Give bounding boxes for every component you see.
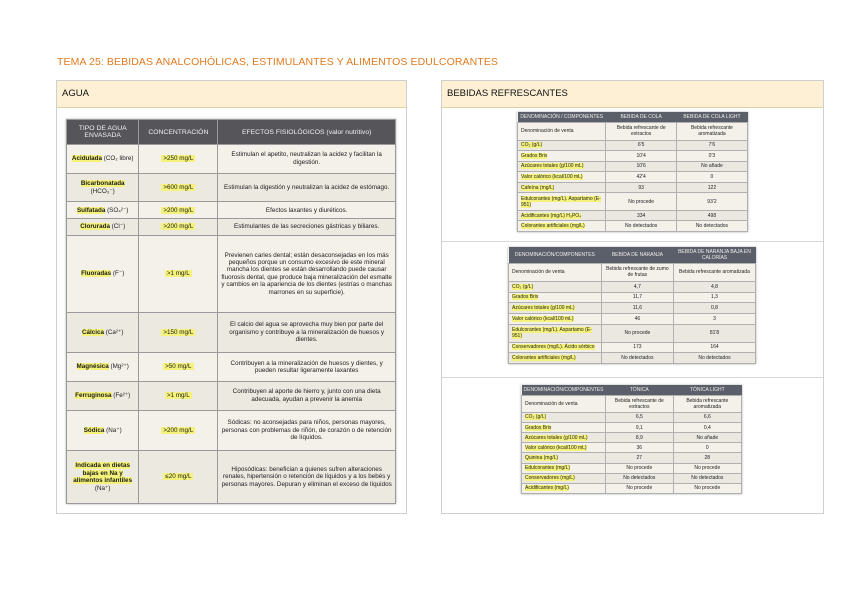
agua-header-tipo: TIPO DE AGUA ENVASADA: [67, 120, 139, 145]
agua-concentration: >50 mg/L: [165, 363, 192, 371]
soda-cell: [522, 423, 606, 433]
soda-cell-text: 334: [636, 212, 646, 219]
agua-concentration: >200 mg/L: [163, 206, 194, 214]
agua-type-ion: (Mg²⁺): [110, 363, 129, 371]
soda-cell: [601, 313, 673, 324]
soda-row: [509, 353, 756, 364]
agua-concentration: ≤20 mg/L: [165, 473, 192, 481]
soda-cell-text: No detectados: [621, 355, 654, 362]
agua-cell-tipo: [67, 451, 139, 504]
soda-cell: [676, 210, 747, 221]
soda-cell: [522, 483, 606, 493]
agua-header-concentracion: CONCENTRACIÓN: [139, 120, 218, 145]
soda-cell-text: 81'8: [709, 330, 720, 337]
soda-cell-text: No detectados: [691, 475, 724, 482]
soda-header: BEBIDA DE COLA: [606, 112, 676, 123]
soda-header: TÓNICA: [606, 385, 674, 396]
agua-type-name: Bicarbonatada: [80, 180, 125, 188]
soda-row: [522, 453, 742, 463]
agua-row: [67, 410, 396, 451]
section-divider: [442, 241, 823, 242]
agua-row: [67, 236, 396, 313]
agua-type-name: Cálcica: [81, 328, 104, 336]
soda-cell: [509, 264, 602, 282]
soda-cell-text: Denominación de venta: [521, 128, 574, 135]
soda-cell: [606, 172, 676, 183]
soda-cell: [606, 221, 676, 232]
soda-cell: [673, 292, 755, 303]
agua-type-ion: (Ca²⁺): [105, 328, 124, 336]
agua-cell-tipo: [67, 353, 139, 382]
soda-cell-text: Cafeína (mg/L): [521, 184, 555, 191]
soda-cell: [606, 123, 676, 141]
agua-cell-efectos: Efectos laxantes y diuréticos.: [218, 202, 396, 219]
agua-type-name: Indicada en dietas bajas en Na y alimentos infantiles: [73, 462, 133, 485]
agua-concentration: >150 mg/L: [163, 328, 194, 336]
agua-type-name: Magnésica: [76, 363, 109, 371]
agua-type-ion: (CO₂ libre): [103, 155, 134, 163]
agua-cell-concentracion: [139, 312, 218, 353]
agua-heading: AGUA: [57, 81, 406, 108]
soda-cell-text: 42'4: [636, 173, 646, 180]
soda-cell: [606, 193, 676, 211]
soda-cell: [509, 342, 602, 353]
soda-cell-text: 7'6: [708, 142, 716, 149]
agua-type-name: Fluoradas: [81, 270, 112, 278]
soda-cell: [518, 123, 606, 141]
soda-cell-text: 3: [713, 315, 716, 322]
soda-cell-text: No procede: [628, 198, 655, 205]
agua-type-name: Sulfatada: [76, 206, 106, 214]
agua-cell-efectos: Estimulan el apetito, neutralizan la acidez y facilitan la digestión.: [218, 145, 396, 174]
soda-cell: [676, 193, 747, 211]
soda-cell: [606, 210, 676, 221]
soda-cell: [606, 483, 674, 493]
agua-row: [67, 202, 396, 219]
soda-row: [509, 342, 756, 353]
soda-cell: [673, 463, 741, 473]
agua-row: [67, 353, 396, 382]
soda-cell: [518, 151, 606, 162]
soda-cell: [606, 433, 674, 443]
soda-cell-text: No añade: [696, 434, 719, 441]
soda-cell-text: CO₂ (g/L): [512, 283, 534, 290]
soda-cell: [522, 412, 606, 422]
soda-row: [518, 172, 748, 183]
soda-cell-text: Edulcorantes (mg/L): [525, 465, 571, 472]
soda-cell: [673, 281, 755, 292]
soda-cell-text: No procede: [626, 465, 653, 472]
soda-cell-text: CO₂ (g/L): [521, 142, 543, 149]
agua-row: [67, 173, 396, 202]
soda-cell: [522, 453, 606, 463]
soda-cell: [518, 172, 606, 183]
soda-cell: [673, 264, 755, 282]
soda-cell-text: 10'4: [636, 152, 646, 159]
agua-cell-tipo: [67, 381, 139, 410]
agua-header-efectos: EFECTOS FISIOLÓGICOS (valor nutritivo): [218, 120, 396, 145]
agua-row: [67, 451, 396, 504]
bebidas-heading: BEBIDAS REFRESCANTES: [442, 81, 823, 108]
soda-cell-text: 6'5: [637, 142, 645, 149]
soda-cell: [606, 423, 674, 433]
soda-cell: [509, 303, 602, 314]
soda-cell: [676, 182, 747, 193]
soda-cell-text: 164: [710, 344, 719, 351]
section-divider: [442, 377, 823, 378]
soda-cell-text: Grados Brix: [521, 152, 548, 159]
soda-cell: [509, 324, 602, 342]
agua-row: [67, 219, 396, 236]
soda-row: [522, 433, 742, 443]
agua-concentration: >1 mg/L: [166, 392, 190, 400]
soda-row: [518, 140, 748, 151]
soda-cell: [522, 396, 606, 413]
soda-cell: [509, 292, 602, 303]
soda-cell: [606, 151, 676, 162]
soda-cell-text: 46: [634, 315, 641, 322]
soda-cell-text: 6,5: [635, 414, 643, 421]
agua-type-name: Ferruginosa: [75, 392, 112, 400]
agua-cell-concentracion: [139, 202, 218, 219]
soda-cell: [601, 342, 673, 353]
soda-cell: [673, 453, 741, 463]
soda-cell: [518, 140, 606, 151]
soda-cell-text: 28: [704, 454, 711, 461]
soda-cell-text: Valor calórico (kcal/100 mL): [525, 444, 587, 451]
agua-type-name: Clorurada: [80, 223, 110, 231]
agua-cell-efectos: Contribuyen al aporte de hierro y, junto con una dieta adecuada, ayudan a prevenir la anemia: [218, 381, 396, 410]
soda-cell-text: Conservadores (mg/L): [525, 475, 575, 482]
bebidas-panel: [441, 80, 824, 514]
soda-cell-text: No procede: [694, 465, 721, 472]
agua-cell-efectos: Sódicas: no aconsejadas para niños, personas mayores, personas con problemas de riñón, de corazón o de retención de líquidos.: [218, 410, 396, 451]
soda-cell-text: Azúcares totales (g/100 mL): [525, 434, 588, 441]
agua-cell-concentracion: [139, 219, 218, 236]
soda-row: [509, 324, 756, 342]
agua-panel: [56, 80, 407, 514]
agua-cell-efectos: Previenen caries dental; están desaconsejadas en los más pequeños porque un consumo excesivo de este mineral mancha los dientes se están desarrollando puede causar fluorosis dental, que produce baja mineralización del esmalte y cambios en la apariencia de los dientes (estrías o manchas marrones en su superficie).: [218, 236, 396, 313]
agua-type-name: Sódica: [83, 426, 105, 434]
soda-cell: [509, 281, 602, 292]
soda-cell-text: 1,3: [711, 294, 718, 301]
soda-cell-text: 4,8: [711, 283, 718, 290]
agua-cell-efectos: Estimulantes de las secreciones gástricas y biliares.: [218, 219, 396, 236]
soda-cell-text: 93: [638, 184, 644, 191]
agua-cell-concentracion: [139, 236, 218, 313]
soda-header: DENOMINACIÓN/COMPONENTES: [509, 247, 602, 264]
agua-table-photo: [66, 119, 396, 504]
soda-cell-text: Quinina (mg/L): [525, 454, 559, 461]
soda-cell-text: No detectados: [698, 355, 731, 362]
soda-header: DENOMINACIÓN/COMPONENTES: [522, 385, 606, 396]
soda-cell-text: Valor calórico (kcal/100 mL): [512, 315, 574, 322]
soda-cell-text: No detectados: [695, 223, 729, 230]
soda-cell-text: 0,8: [711, 305, 718, 312]
soda-row: [522, 443, 742, 453]
soda-cell: [673, 473, 741, 483]
soda-cell-text: 0: [710, 173, 714, 180]
agua-cell-concentracion: [139, 381, 218, 410]
agua-cell-tipo: [67, 236, 139, 313]
soda-cell-text: 4,7: [633, 283, 641, 290]
soda-row: [518, 151, 748, 162]
soda-cell-text: 9,1: [635, 424, 643, 431]
soda-cell-text: 0,4: [703, 424, 711, 431]
soda-cell: [673, 353, 755, 364]
soda-row: [522, 412, 742, 422]
soda-row: [522, 473, 742, 483]
soda-cell: [518, 221, 606, 232]
soda-row: [518, 182, 748, 193]
soda-cell: [673, 396, 741, 413]
agua-cell-efectos: Estimulan la digestión y neutralizan la acidez de estómago.: [218, 173, 396, 202]
soda-cell: [606, 182, 676, 193]
soda-cell: [522, 433, 606, 443]
soda-cell-text: Valor calórico (kcal/100 mL): [521, 173, 583, 180]
agua-concentration: >200 mg/L: [163, 426, 194, 434]
tonica-table: [521, 385, 742, 494]
agua-table: [66, 119, 396, 504]
soda-cell-text: 498: [707, 212, 717, 219]
soda-cell: [601, 324, 673, 342]
soda-cell: [676, 221, 747, 232]
soda-cell-text: 11,6: [632, 305, 643, 312]
soda-row: [518, 193, 748, 211]
soda-cell-text: No detectados: [625, 223, 658, 230]
soda-cell: [522, 463, 606, 473]
agua-cell-concentracion: [139, 353, 218, 382]
agua-cell-concentracion: [139, 410, 218, 451]
soda-cell-text: Edulcorantes (mg/L). Aspartamo (E-951): [512, 327, 592, 340]
soda-cell-text: Acidificantes (mg/L) H₃PO₄: [521, 212, 582, 219]
soda-cell: [676, 172, 747, 183]
soda-cell: [606, 412, 674, 422]
soda-cell: [601, 353, 673, 364]
soda-row: [518, 221, 748, 232]
soda-cell-text: Colorantes artificiales (mg/L): [521, 223, 585, 230]
agua-cell-tipo: [67, 145, 139, 174]
soda-row: [522, 423, 742, 433]
soda-cell-text: Grados Brix: [512, 294, 539, 301]
soda-cell: [673, 443, 741, 453]
agua-cell-concentracion: [139, 145, 218, 174]
soda-cell: [606, 396, 674, 413]
soda-cell-text: 36: [636, 444, 643, 451]
soda-cell: [601, 303, 673, 314]
soda-cell-text: Colorantes artificiales (mg/L): [512, 355, 576, 362]
tonica-table-photo: [521, 385, 742, 494]
soda-cell-text: Denominación de venta: [512, 269, 565, 276]
soda-cell: [509, 313, 602, 324]
agua-concentration: >200 mg/L: [163, 223, 194, 231]
soda-cell-text: Acidificantes (mg/L): [525, 485, 569, 492]
agua-cell-tipo: [67, 173, 139, 202]
soda-row: [518, 161, 748, 172]
soda-row: [518, 210, 748, 221]
agua-cell-efectos: Hiposódicas: benefician a quienes sufren alteraciones renales, hipertensión o retención de líquidos y a los bebés y personas mayores. Depuran y eliminan el exceso de líquidos: [218, 451, 396, 504]
soda-cell-text: Bebida refrescante de zumo de frutas: [606, 266, 669, 279]
soda-cell: [606, 453, 674, 463]
soda-cell-text: 173: [633, 344, 642, 351]
soda-cell: [518, 210, 606, 221]
cola-table: [517, 112, 748, 232]
agua-type-ion: (SO₄²⁻): [107, 206, 129, 214]
agua-row: [67, 312, 396, 353]
soda-cell-text: No añade: [701, 163, 723, 170]
agua-cell-efectos: Contribuyen a la mineralización de huesos y dientes, y pueden resultar ligeramente laxantes: [218, 353, 396, 382]
soda-row: [522, 483, 742, 493]
soda-cell: [676, 140, 747, 151]
agua-type-name: Acidulada: [71, 155, 102, 163]
soda-cell-text: Bebida refrescante de extractos: [614, 397, 664, 410]
agua-concentration: >250 mg/L: [163, 155, 194, 163]
soda-row: [509, 264, 756, 282]
page-title: TEMA 25: BEBIDAS ANALCOHÓLICAS, ESTIMULANTES Y ALIMENTOS EDULCORANTES: [57, 56, 499, 68]
soda-cell: [606, 443, 674, 453]
soda-cell-text: Conservadores (mg/L). Ácido sórbico: [512, 344, 595, 351]
soda-cell-text: 93'2: [707, 198, 717, 205]
agua-cell-tipo: [67, 202, 139, 219]
soda-cell: [606, 161, 676, 172]
soda-row: [509, 281, 756, 292]
soda-cell-text: Edulcorantes (mg/L). Aspartamo (E-951): [521, 195, 601, 208]
soda-cell-text: Azúcares totales (g/100 mL): [512, 305, 575, 312]
soda-cell: [673, 423, 741, 433]
soda-cell-text: 11,7: [632, 294, 643, 301]
soda-cell: [606, 463, 674, 473]
soda-header: TÓNICA LIGHT: [673, 385, 741, 396]
cola-table-photo: [517, 112, 748, 232]
soda-row: [522, 396, 742, 413]
soda-header: DENOMINACIÓN / COMPONENTES: [518, 112, 606, 123]
soda-cell-text: Bebida refrescante aromatizada: [686, 397, 729, 410]
soda-cell: [676, 123, 747, 141]
soda-cell: [518, 193, 606, 211]
soda-cell: [676, 151, 747, 162]
soda-cell: [673, 342, 755, 353]
soda-cell-text: No detectados: [623, 475, 656, 482]
naranja-table: [508, 247, 756, 364]
soda-cell: [522, 473, 606, 483]
soda-cell-text: No procede: [694, 485, 721, 492]
agua-type-ion: (Cl⁻): [111, 223, 126, 231]
soda-cell: [601, 264, 673, 282]
soda-cell-text: Bebida refrescante de extractos: [616, 125, 666, 138]
soda-cell: [509, 353, 602, 364]
agua-cell-tipo: [67, 410, 139, 451]
soda-cell: [673, 483, 741, 493]
soda-cell-text: 6,6: [703, 414, 711, 421]
soda-row: [509, 303, 756, 314]
agua-type-ion: (HCO₃⁻): [90, 187, 115, 195]
agua-cell-efectos: El calcio del agua se aprovecha muy bien por parte del organismo y contribuye a la mineralización de huesos y dientes.: [218, 312, 396, 353]
soda-header: BEBIDA DE NARANJA: [601, 247, 673, 264]
soda-cell: [522, 443, 606, 453]
soda-row: [509, 292, 756, 303]
agua-concentration: >600 mg/L: [163, 183, 194, 191]
soda-cell: [673, 303, 755, 314]
soda-cell: [606, 473, 674, 483]
naranja-table-photo: [508, 247, 756, 364]
soda-cell: [673, 412, 741, 422]
soda-cell-text: Grados Brix: [525, 424, 552, 431]
agua-row: [67, 381, 396, 410]
soda-cell-text: 122: [707, 184, 717, 191]
soda-row: [509, 313, 756, 324]
agua-type-ion: (Na⁺): [94, 484, 111, 492]
soda-cell: [606, 140, 676, 151]
soda-header: BEBIDA DE COLA LIGHT: [676, 112, 747, 123]
soda-cell: [676, 161, 747, 172]
agua-concentration: >1 mg/L: [166, 270, 190, 278]
soda-cell: [673, 313, 755, 324]
agua-cell-concentracion: [139, 451, 218, 504]
soda-cell-text: Bebida refrescante aromatizada: [679, 269, 750, 276]
soda-cell: [673, 324, 755, 342]
soda-cell-text: No procede: [624, 330, 651, 337]
soda-cell-text: 10'6: [636, 163, 646, 170]
agua-type-ion: (Na⁺): [106, 426, 122, 434]
agua-type-ion: (Fe²⁺): [113, 392, 131, 400]
agua-cell-tipo: [67, 312, 139, 353]
soda-cell-text: 0: [705, 444, 709, 451]
soda-cell-text: Bebida refrescante aromatizada: [690, 125, 733, 138]
soda-cell: [518, 182, 606, 193]
soda-cell-text: No procede: [626, 485, 653, 492]
soda-cell: [601, 281, 673, 292]
soda-cell-text: 0'3: [708, 152, 716, 159]
agua-cell-tipo: [67, 219, 139, 236]
soda-cell-text: 8,9: [635, 434, 643, 441]
soda-cell: [673, 433, 741, 443]
soda-cell: [601, 292, 673, 303]
agua-type-ion: (F⁻): [112, 270, 125, 278]
soda-cell-text: CO₂ (g/L): [525, 414, 547, 421]
agua-row: [67, 145, 396, 174]
agua-cell-concentracion: [139, 173, 218, 202]
soda-cell: [518, 161, 606, 172]
soda-row: [518, 123, 748, 141]
soda-cell-text: Denominación de venta: [525, 400, 578, 407]
soda-row: [522, 463, 742, 473]
soda-cell-text: 27: [636, 454, 643, 461]
soda-header: BEBIDA DE NARANJA BAJA EN CALORÍAS: [673, 247, 755, 264]
soda-cell-text: Azúcares totales (g/100 mL): [521, 163, 584, 170]
